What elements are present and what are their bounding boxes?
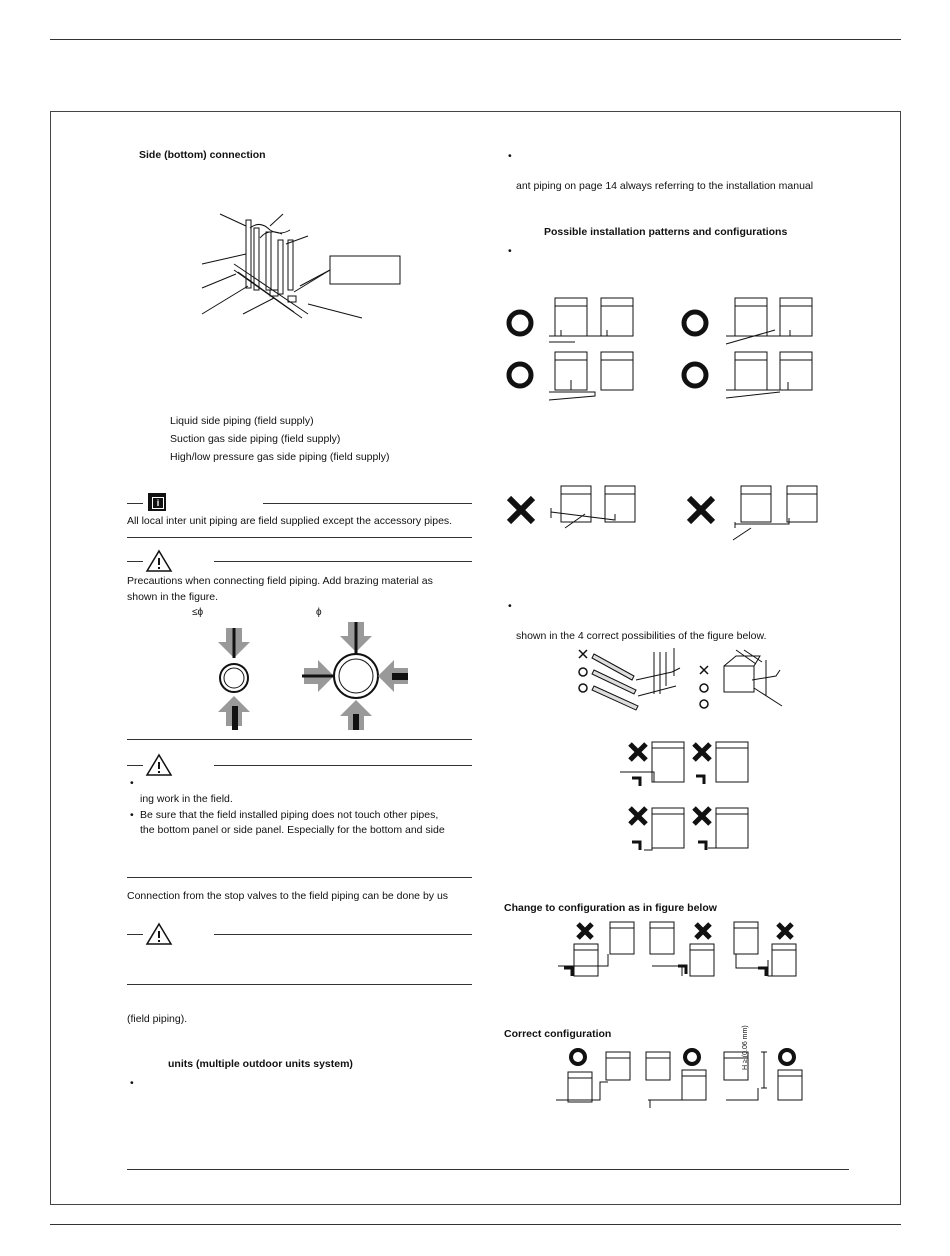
- side-connection-diagram: [198, 210, 408, 320]
- installation-pattern-correct: [680, 296, 830, 406]
- caution3-rule-bottom: [127, 984, 472, 985]
- caution2-rule-right: [214, 765, 472, 766]
- four-correct-text: shown in the 4 correct possibilities of the figure below.: [516, 630, 767, 642]
- installation-pattern-wrong: [505, 484, 645, 544]
- bullet: •: [130, 777, 134, 789]
- bullet: •: [130, 809, 134, 821]
- warning-icon: [146, 754, 172, 776]
- pipe-routing-figure: [576, 646, 686, 716]
- warning-icon: [146, 923, 172, 945]
- installation-pattern-wrong: [685, 484, 825, 544]
- info-rule-bottom: [127, 537, 472, 538]
- correct-configuration-figure: [556, 1048, 806, 1108]
- caution1-rule-right: [214, 561, 472, 562]
- info-rule-right: [263, 503, 472, 504]
- info-icon: i: [148, 493, 166, 511]
- caution2-rule-left: [127, 765, 143, 766]
- caution3-rule-left: [127, 934, 143, 935]
- bullet: •: [508, 600, 512, 612]
- multi-units-heading: units (multiple outdoor units system): [168, 1058, 353, 1070]
- legend-suction: Suction gas side piping (field supply): [170, 433, 341, 445]
- small-pipe-label: ≤ϕ: [192, 607, 204, 618]
- large-pipe-label: ϕ: [316, 607, 322, 618]
- installation-pattern-correct: [505, 296, 655, 406]
- legend-liquid: Liquid side piping (field supply): [170, 415, 314, 427]
- brazing-figure-large: [300, 618, 440, 738]
- bullet: •: [508, 245, 512, 257]
- stop-valve-text: Connection from the stop valves to the field piping can be done by us: [127, 890, 449, 902]
- info-note-text: All local inter unit piping are field supplied except the accessory pipes.: [127, 515, 453, 527]
- caution1-rule-left: [127, 561, 143, 562]
- change-configuration-figure: [558, 920, 808, 980]
- caution2-line2: Be sure that the field installed piping does not touch other pipes,: [140, 809, 439, 821]
- legend-highlow: High/low pressure gas side piping (field supply): [170, 451, 390, 463]
- top-rule: [50, 39, 901, 40]
- incorrect-configuration-grid: [618, 740, 758, 860]
- footer-rule: [127, 1169, 849, 1170]
- ant-piping-text: ant piping on page 14 always referring to the installation manual: [516, 180, 814, 192]
- caution2-line1: ing work in the field.: [140, 793, 233, 805]
- info-rule-left: [127, 503, 143, 504]
- caution1-line2: shown in the figure.: [127, 591, 219, 603]
- field-piping-text: (field piping).: [127, 1013, 188, 1025]
- bottom-rule: [50, 1224, 901, 1225]
- caution1-line1: Precautions when connecting field piping. Add brazing material as: [127, 575, 433, 587]
- bullet: •: [130, 1077, 134, 1089]
- side-bottom-heading: Side (bottom) connection: [139, 149, 266, 161]
- change-config-heading: Change to configuration as in figure below: [504, 902, 717, 914]
- caution2-rule-bottom: [127, 877, 472, 878]
- dimension-label: H ≥ (0.06 mm): [742, 1025, 749, 1070]
- pipe-routing-figure-2: [696, 646, 786, 716]
- correct-config-heading: Correct configuration: [504, 1028, 612, 1040]
- caution2-line3: the bottom panel or side panel. Especially for the bottom and side: [140, 824, 445, 836]
- caution2-rule-top: [127, 739, 472, 740]
- bullet: •: [508, 150, 512, 162]
- caution3-rule-right: [214, 934, 472, 935]
- warning-icon: [146, 550, 172, 572]
- patterns-heading: Possible installation patterns and configurations: [544, 226, 788, 238]
